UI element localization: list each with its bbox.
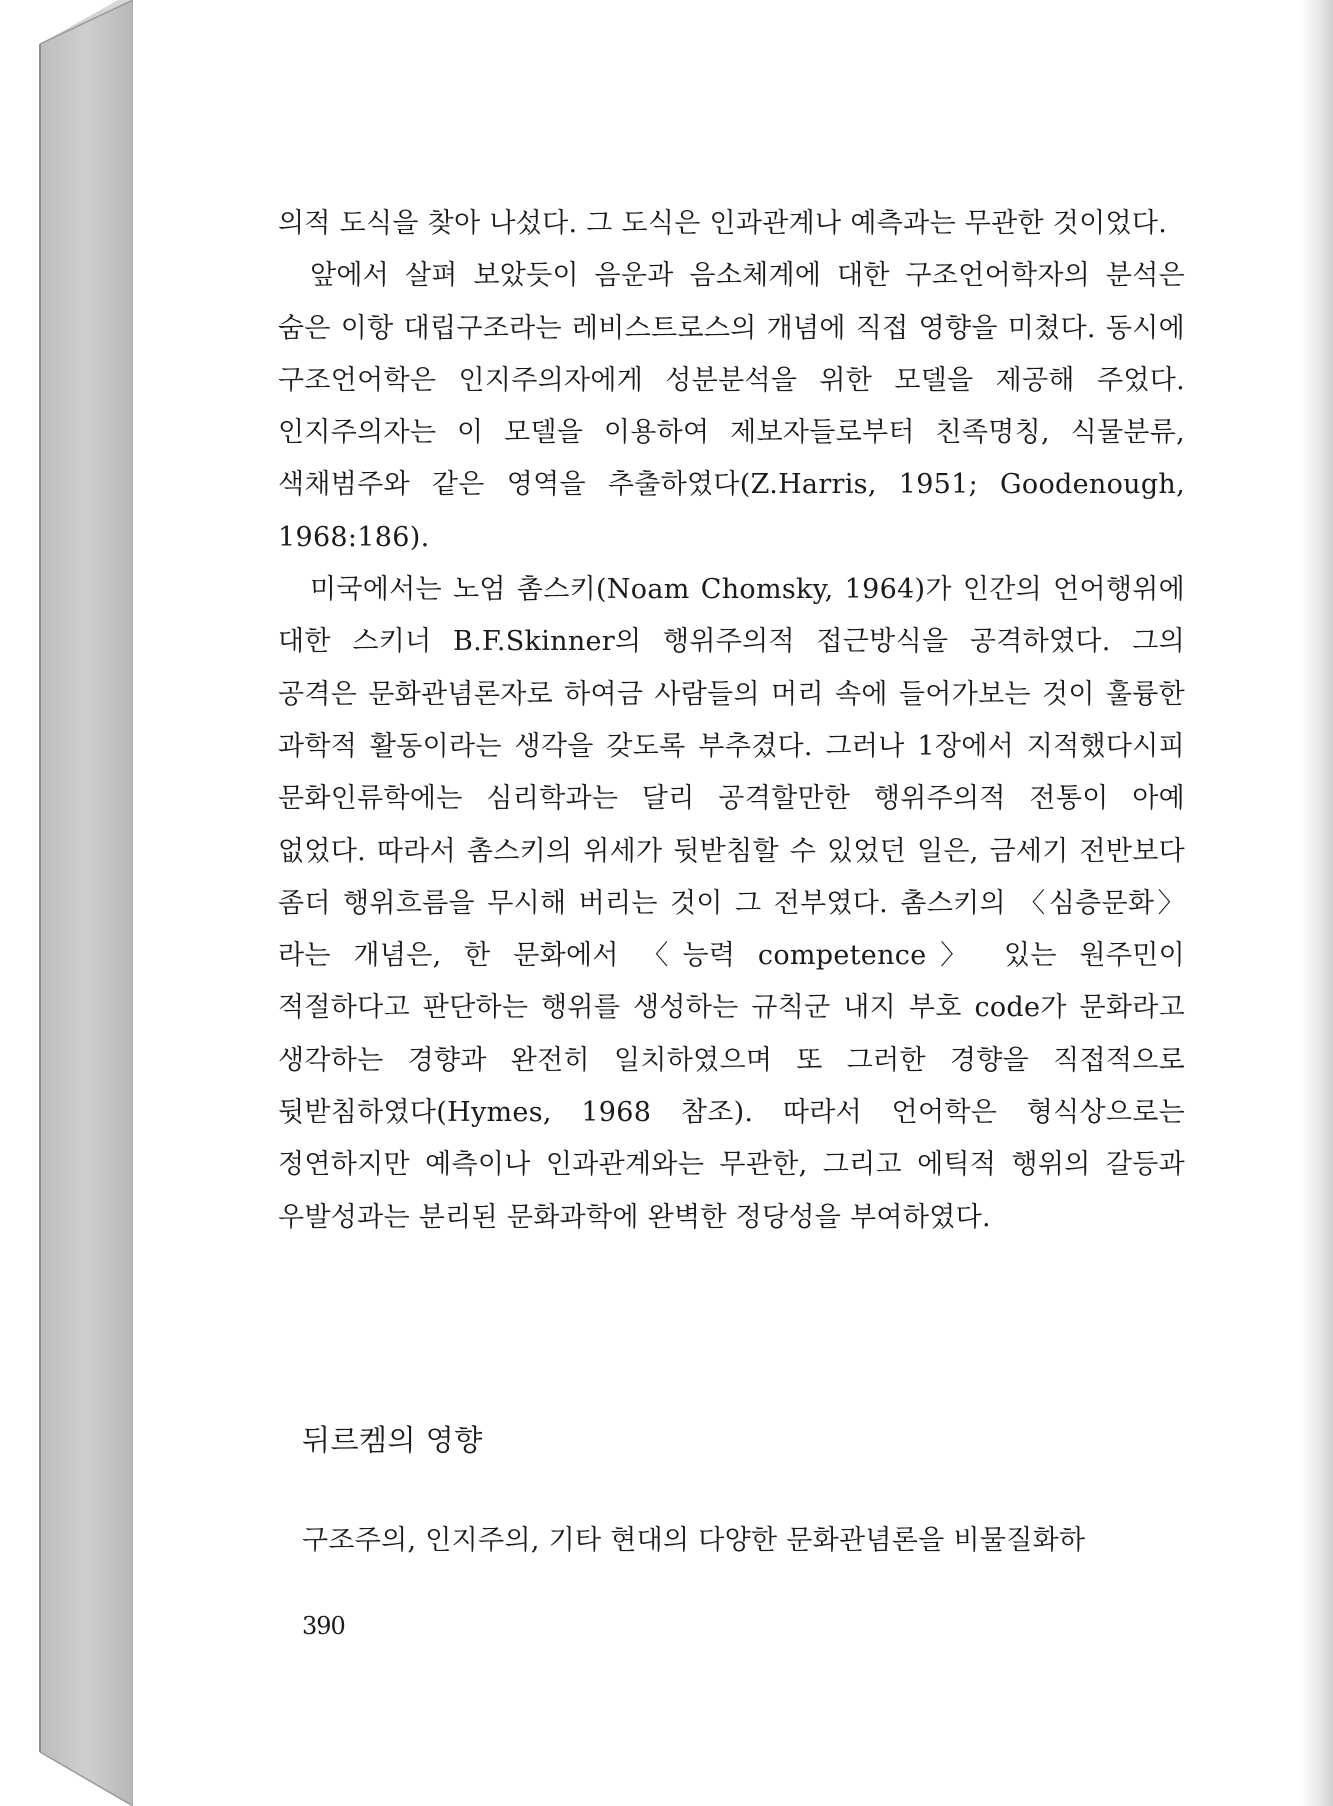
paragraph-2: 앞에서 살펴 보았듯이 음운과 음소체계에 대한 구조언어학자의 분석은 숨은 이항 대립구조라는 레비스트로스의 개념에 직접 영향을 미쳤다. 동시에 구조언어학은 인지주의자에게 성분분석을 위한 모델을 제공해 주었다. 인지주의자는 이 모델을 이용하여 제보자들로부터 친족명칭, 식물분류, 색채범주와 같은 영역을 추출하였다(Z.Harris, 1951; Goodenough, 1968:186). (278, 260, 1185, 553)
book-spine-graphic (0, 0, 140, 1806)
body-text (278, 198, 1185, 1244)
section-heading: 뒤르켐의 영향 (302, 1423, 483, 1457)
paragraph-3: 미국에서는 노엄 촘스키(Noam Chomsky, 1964)가 인간의 언어행위에 대한 스키너 B.F.Skinner의 행위주의적 접근방식을 공격하였다. 그의 공격은 문화관념론자로 하여금 사람들의 머리 속에 들어가보는 것이 훌륭한 과학적 활동이라는 생각을 갖도록 부추겼다. 그러나 1장에서 지적했다시피 문화인류학에는 심리학과는 달리 공격할만한 행위주의적 전통이 아예 없었다. 따라서 촘스키의 위세가 뒷받침할 수 있었던 일은, 금세기 전반보다 좀더 행위흐름을 무시해 버리는 것이 그 전부였다. 촘스키의 〈심층문화〉라는 개념은, 한 문화에서 〈능력 competence〉 있는 원주민이 적절하다고 판단하는 행위를 생성하는 규칙군 내지 부호 code가 문화라고 생각하는 경향과 완전히 일치하였으며 또 그러한 경향을 직접적으로 뒷받침하였다(Hymes, 1968 참조). 따라서 언어학은 형식상으로는 정연하지만 예측이나 인과관계와는 무관한, 그리고 에틱적 행위의 갈등과 우발성과는 분리된 문화과학에 완벽한 정당성을 부여하였다. (278, 574, 1185, 1233)
book-page (133, 0, 1301, 1806)
page-edge-shadow (1301, 0, 1333, 1806)
paragraph-1: 의적 도식을 찾아 나섰다. 그 도식은 인과관계나 예측과는 무관한 것이었다. (278, 208, 1168, 239)
book-spine (0, 0, 140, 1806)
page-number: 390 (302, 1612, 345, 1640)
section-first-line: 구조주의, 인지주의, 기타 현대의 다양한 문화관념론을 비물질화하 (302, 1525, 1086, 1556)
